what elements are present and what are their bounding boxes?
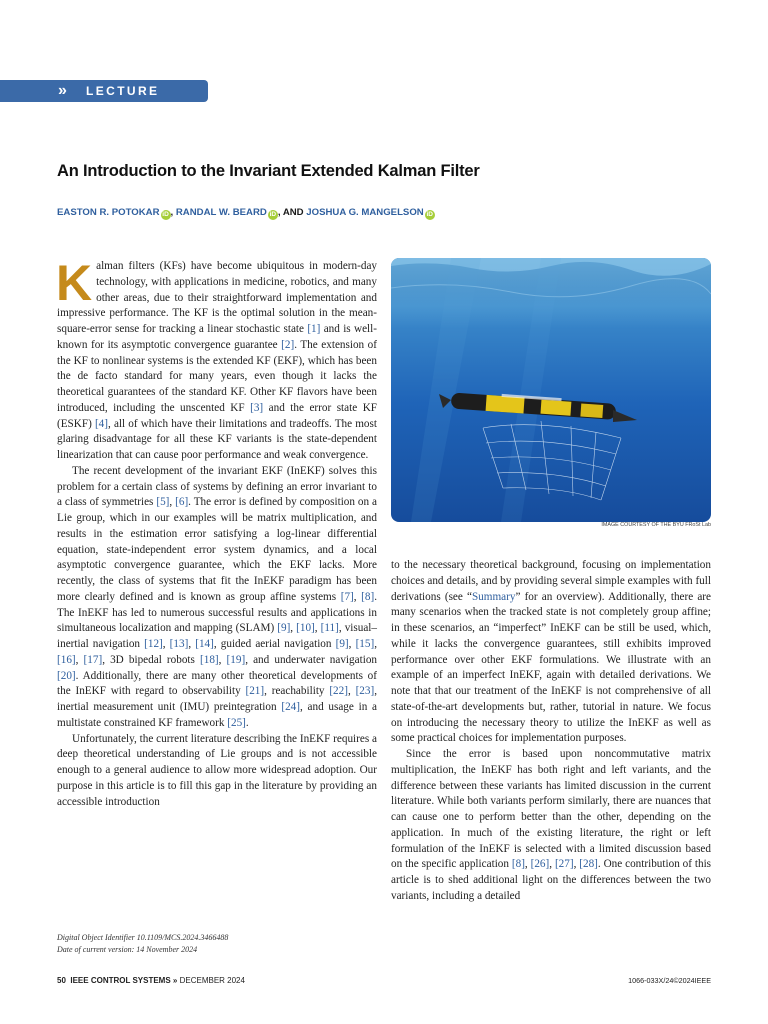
orcid-icon[interactable]: iD [269, 211, 277, 218]
orcid-icon[interactable]: iD [162, 211, 169, 218]
chevron-icon: » [58, 82, 67, 99]
author-name[interactable]: EASTON R. POTOKAR [57, 207, 160, 218]
article-title: An Introduction to the Invariant Extended Kalman Filter [57, 162, 480, 180]
chevron-icon: » [172, 976, 178, 985]
author-list [57, 207, 435, 220]
body-column-left [56, 255, 378, 810]
date-text: Date of current version: 14 November 2024 [57, 944, 198, 954]
drop-cap: K [56, 255, 93, 311]
author-separator: , AND [277, 207, 307, 218]
author-separator: , [170, 207, 176, 218]
page-footer [57, 976, 245, 985]
orcid-icon[interactable]: iD [426, 211, 433, 218]
body-column-right [391, 558, 711, 905]
body-paragraph: The recent development of the invariant EKF (InEKF) solves this problem for a certain class of systems by defining an error invariant to a class of symmetries [5], [6]. The error is defined by composition on a Lie group, which in our examples will be matrix multiplication, and results in the estimation error satisfying a log-linear differential equation, state-independent error system dynamics, and a local asymptotic convergence guarantee, which the EKF lacks. More recently, the class of systems that fit the InEKF paradigm has been more clearly defined and is known as group affine systems [7], [8]. The InEKF has led to numerous successful results and applications in simultaneous localization and mapping (SLAM) [9], [10], [11], visual–inertial navigation [12], [13], [14], guided aerial navigation [9], [15], [16], [17], 3D bipedal robots [18], [19], and underwater navigation [20]. Additionally, there are many other theoretical developments of the InEKF with regard to observability [21], reachability [22], [23], inertial measurement unit (IMU) preintegration [24], and usage in a multistate constrained KF framework [25]. [57, 464, 378, 729]
author-name[interactable]: RANDAL W. BEARD [175, 207, 267, 218]
page-number: 50 [57, 976, 66, 985]
copyright-code: 1066-033X/24©2024IEEE [628, 976, 711, 985]
photo-illustration [391, 258, 711, 522]
body-paragraph: Kalman filters (KFs) have become ubiquitous in modern-day technology, with applications in medicine, robotics, and many other areas, due to their straightforward implementation and impressive performance. The KF is the optimal solution in the mean-square-error sense for tracking a linear stochastic state [1] and is well-known for its asymptotic convergence guarantee [2]. The extension of the KF to nonlinear systems is the extended KF (EKF), which has been the de facto standard for many years, even though it lacks the theoretical guarantees of the standard KF. Other KF flavors have been introduced, including the unscented KF [3] and the error state KF (ESKF) [4], all of which have their limitations and tradeoffs. The most glaring disadvantage for all these KF variants is the state-dependent linearization that can cause poor performance and weak convergence. [56, 255, 378, 461]
section-label: LECTURE NOTES [86, 84, 160, 120]
body-paragraph: Unfortunately, the current literature describing the InEKF requires a deep theoretical understanding of Lie groups and is not accessible enough to a general audience to allow more widespread adoption. Our purpose in this article is to fill this gap in the literature by providing an accessible introduction [57, 732, 377, 808]
section-banner [0, 80, 208, 120]
issue-date: DECEMBER 2024 [179, 976, 245, 985]
body-paragraph: Since the error is based upon noncommutative matrix multiplication, the InEKF has both right and left variants, and the difference between these variants has limited discussion in the current literature. While both variants perform similarly, there are nuances that can cause one to perform better than the other, depending on the application. In much of the existing literature, the right or left formulation of the InEKF is selected with a limited discussion based on the specific application [8], [26], [27], [28]. One contribution of this article is to shed additional light on the differences between the two variants, including a detailed [391, 748, 712, 902]
doi-text: Digital Object Identifier 10.1109/MCS.2024.3466488 [57, 933, 229, 942]
body-paragraph: to the necessary theoretical background, focusing on implementation choices and details, and by providing several simple examples with full derivations (see “Summary” for an overview). Additionally, there are many scenarios when the tracked state is not completely group affine; in these scenarios, an “imperfect” InEKF can be still be used, which, while it lacks the convergence guarantees, still exhibits improved performance over other EKF formulations. We illustrate with an example of an imperfect InEKF, again with detailed derivations. We note that that our treatment of the InEKF is not comprehensive of all state-of-the-art developments but, rather, tutorial in nature. We focus on introducing the necessary theory to utilize the InEKF as well as some practical choices for implementation purposes. [391, 559, 711, 745]
summary-link[interactable]: Summary [471, 590, 516, 603]
article-metadata [57, 932, 228, 955]
author-name[interactable]: JOSHUA G. MANGELSON [306, 207, 424, 218]
image-credit: IMAGE COURTESY OF THE BYU FRoSt Lab [601, 522, 711, 528]
magazine-name: IEEE CONTROL SYSTEMS [70, 976, 171, 985]
underwater-vehicle-photo [391, 258, 711, 522]
